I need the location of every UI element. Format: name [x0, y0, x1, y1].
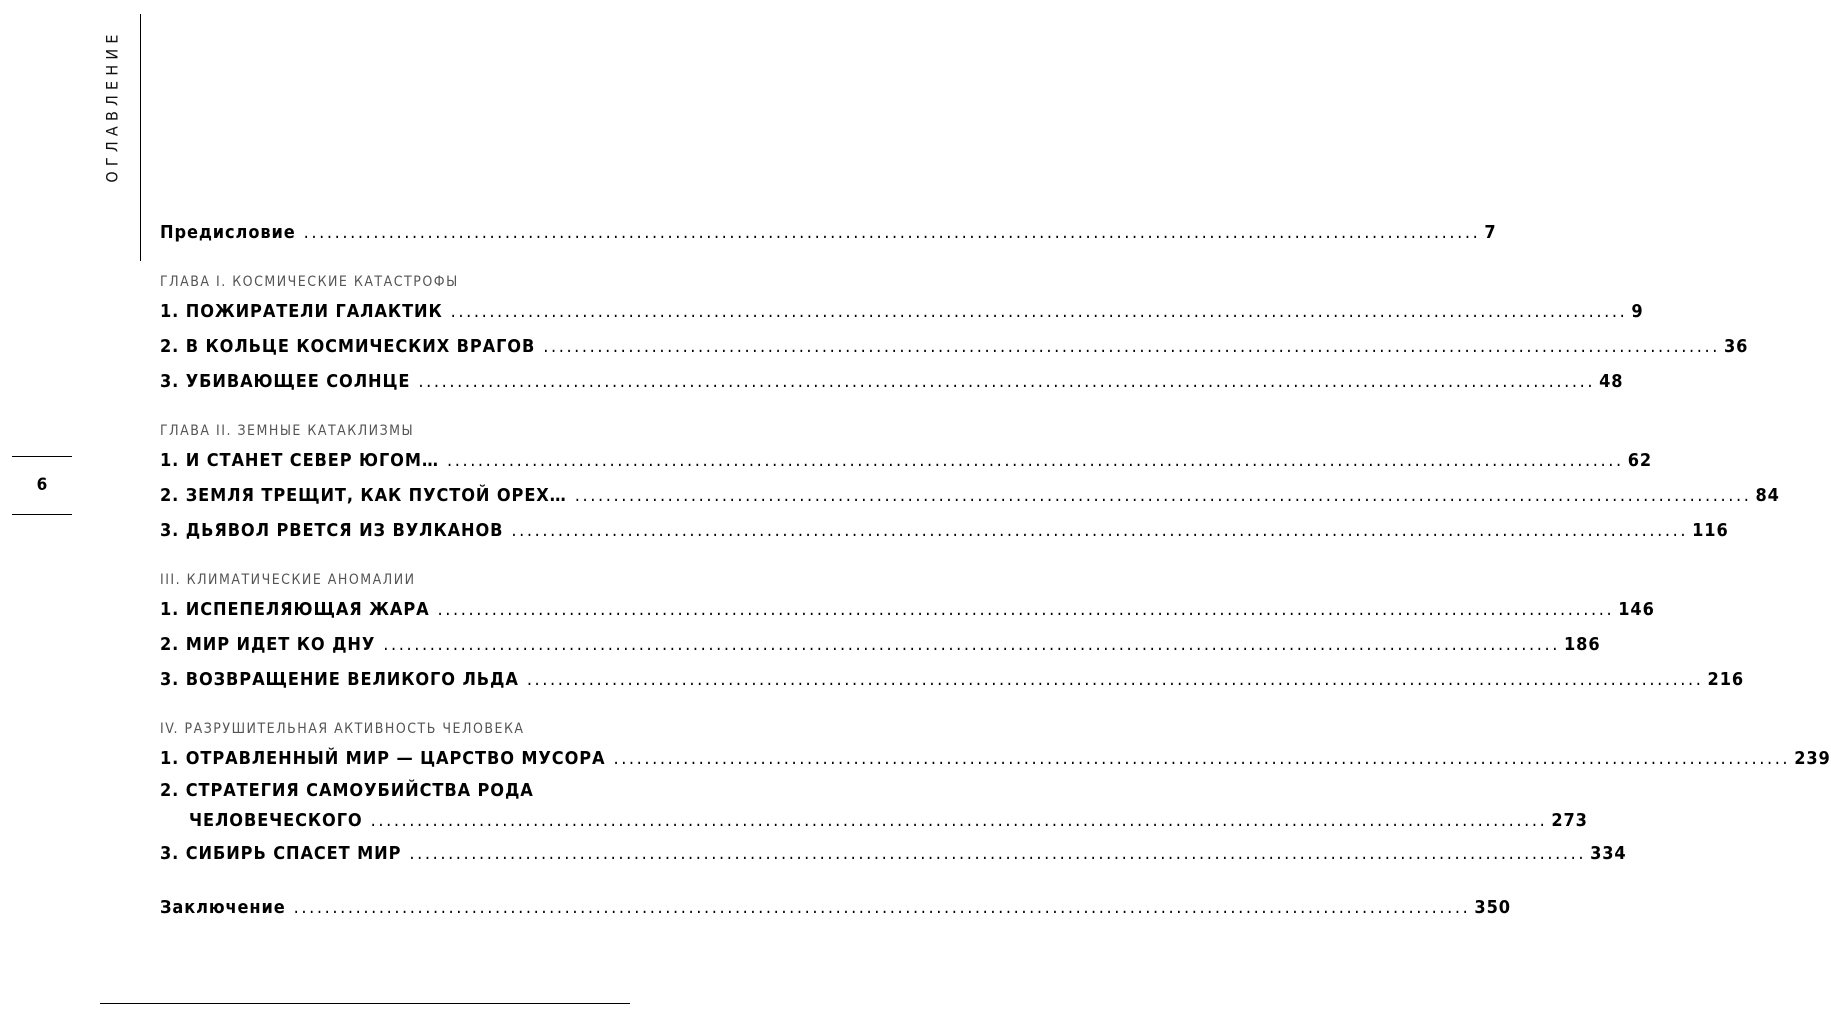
toc-entry[interactable]	[160, 478, 1780, 513]
page-number-rule-bottom	[12, 514, 72, 515]
entry-page: 350	[1474, 897, 1511, 918]
toc-entry[interactable]	[160, 364, 1624, 399]
toc-entry[interactable]	[160, 592, 1655, 627]
entry-title: 3. ДЬЯВОЛ РВЕТСЯ ИЗ ВУЛКАНОВ	[160, 520, 504, 541]
entry-page: 186	[1563, 634, 1601, 655]
entry-page: 84	[1755, 485, 1780, 506]
toc-heading: ОГЛАВЛЕНИЕ	[102, 29, 122, 183]
entry-title: 2. СТРАТЕГИЯ САМОУБИЙСТВА РОДА	[160, 780, 534, 801]
entry-page: 62	[1627, 450, 1653, 471]
toc-entry-conclusion[interactable]	[160, 890, 1511, 925]
dot-leader	[439, 443, 1628, 478]
toc-entry[interactable]	[160, 662, 1745, 697]
entry-page: 48	[1599, 371, 1624, 392]
entry-title: 2. МИР ИДЕТ КО ДНУ	[160, 634, 376, 655]
chapter-heading: IV. РАЗРУШИТЕЛЬНАЯ АКТИВНОСТЬ ЧЕЛОВЕКА	[160, 721, 525, 737]
entry-page: 273	[1551, 810, 1588, 831]
dot-leader	[410, 364, 1599, 399]
toc-entry-continuation[interactable]	[160, 805, 1588, 836]
entry-title: 2. В КОЛЬЦЕ КОСМИЧЕСКИХ ВРАГОВ	[160, 336, 536, 357]
toc-entry-preface[interactable]	[160, 215, 1497, 250]
page-number-rule-top	[12, 456, 72, 457]
toc-entry[interactable]	[160, 627, 1601, 662]
chapter-heading: ГЛАВА II. ЗЕМНЫЕ КАТАКЛИЗМЫ	[160, 423, 415, 439]
dot-leader	[503, 513, 1692, 548]
entry-page: 239	[1794, 748, 1831, 769]
entry-page: 334	[1590, 843, 1627, 864]
entry-page: 7	[1484, 222, 1497, 243]
entry-title: Заключение	[160, 897, 286, 918]
entry-page: 216	[1707, 669, 1745, 690]
toc-entry[interactable]	[160, 329, 1749, 364]
dot-leader	[605, 741, 1794, 776]
dot-leader	[567, 478, 1756, 513]
entry-title: Предисловие	[160, 222, 296, 243]
chapter-heading: ГЛАВА I. КОСМИЧЕСКИЕ КАТАСТРОФЫ	[160, 274, 459, 290]
page-number: 6	[36, 475, 48, 495]
dot-leader	[375, 627, 1564, 662]
entry-title: 2. ЗЕМЛЯ ТРЕЩИТ, КАК ПУСТОЙ ОРЕХ…	[160, 485, 567, 506]
toc-entry[interactable]	[160, 776, 634, 805]
entry-title: 1. ОТРАВЛЕННЫЙ МИР — ЦАРСТВО МУСОРА	[160, 748, 606, 769]
entry-title: 1. ИСПЕПЕЛЯЮЩАЯ ЖАРА	[160, 599, 430, 620]
entry-page: 116	[1692, 520, 1729, 541]
toc-entry[interactable]	[160, 443, 1653, 478]
toc-entry[interactable]	[160, 836, 1627, 871]
entry-title: 3. УБИВАЮЩЕЕ СОЛНЦЕ	[160, 371, 411, 392]
entry-page: 36	[1723, 336, 1749, 357]
dot-leader	[286, 890, 1475, 925]
footer-rule	[100, 1003, 630, 1004]
entry-title: 3. СИБИРЬ СПАСЕТ МИР	[160, 843, 402, 864]
entry-title-continuation: ЧЕЛОВЕЧЕСКОГО	[189, 810, 363, 831]
table-of-contents	[160, 215, 1831, 925]
toc-entry[interactable]	[160, 741, 1831, 776]
chapter-heading: III. КЛИМАТИЧЕСКИЕ АНОМАЛИИ	[160, 572, 416, 588]
dot-leader	[535, 329, 1724, 364]
toc-entry[interactable]	[160, 294, 1644, 329]
entry-page: 9	[1631, 301, 1644, 322]
entry-title: 1. И СТАНЕТ СЕВЕР ЮГОМ…	[160, 450, 439, 471]
dot-leader	[430, 592, 1619, 627]
toc-entry[interactable]	[160, 513, 1729, 548]
dot-leader	[401, 836, 1590, 871]
entry-title: 3. ВОЗВРАЩЕНИЕ ВЕЛИКОГО ЛЬДА	[160, 669, 519, 690]
dot-leader	[296, 215, 1485, 250]
dot-leader	[443, 294, 1632, 329]
entry-title: 1. ПОЖИРАТЕЛИ ГАЛАКТИК	[160, 301, 443, 322]
vertical-rule	[140, 14, 141, 261]
dot-leader	[519, 662, 1708, 697]
entry-page: 146	[1618, 599, 1655, 620]
dot-leader	[363, 805, 1552, 836]
